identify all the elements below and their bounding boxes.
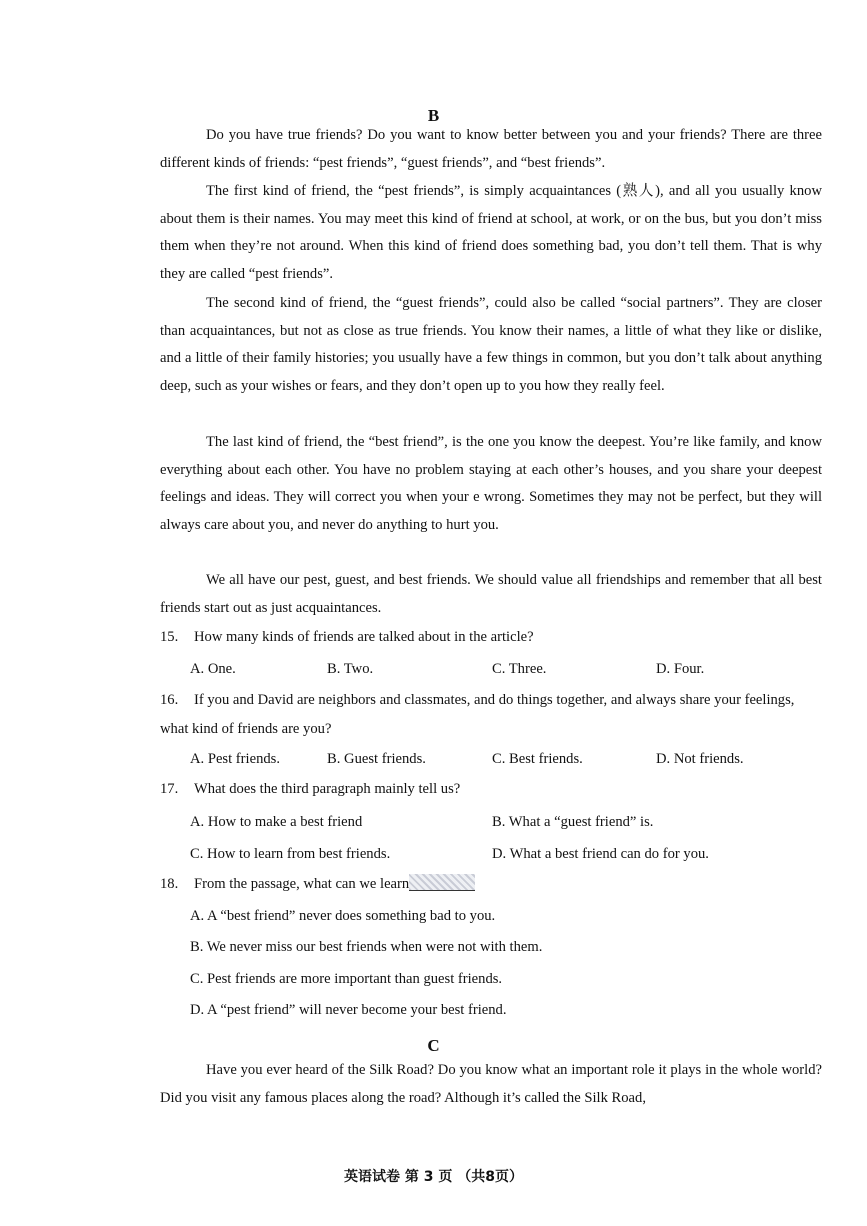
question-number: 16. <box>160 692 179 708</box>
q16-option-d: D. Not friends. <box>656 751 744 767</box>
question-number: 18. <box>160 876 179 892</box>
q17-option-b: B. What a “guest friend” is. <box>492 814 654 830</box>
question-18 <box>160 870 822 899</box>
passage-b-paragraph-1: Do you have true friends? Do you want to know better between you and your friends? There are three different kinds of friends: “pest friends”, “guest friends”, and “best friends”. <box>160 127 822 171</box>
section-b-heading: B <box>427 106 440 125</box>
question-text: From the passage, what can we learn <box>194 876 410 892</box>
question-15 <box>160 623 822 652</box>
passage-b-paragraph-2: The first kind of friend, the “pest friends”, is simply acquaintances (熟人), and all you usually know about them is their names. You may meet this kind of friend at school, at work, or on the bus, but you don’t miss them when they’re not around. When this kind of friend does something bad, you don’t tell them. That is why they are called “pest friends”. <box>160 183 822 282</box>
question-17 <box>160 775 822 804</box>
q16-option-b: B. Guest friends. <box>327 751 426 767</box>
question-16 <box>160 686 822 744</box>
passage-b-paragraph-5: We all have our pest, guest, and best friends. We should value all friendships and remember that all best friends start out as just acquaintances. <box>160 572 822 616</box>
page-footer: 英语试卷 第 3 页 （共8页） <box>344 1169 523 1185</box>
q16-option-c: C. Best friends. <box>492 751 583 767</box>
q18-option-c: C. Pest friends are more important than guest friends. <box>190 971 503 987</box>
q17-option-d: D. What a best friend can do for you. <box>492 846 709 862</box>
q17-option-a: A. How to make a best friend <box>190 814 363 830</box>
question-text: How many kinds of friends are talked about in the article? <box>194 629 534 645</box>
q18-option-d: D. A “pest friend” will never become your best friend. <box>190 1002 507 1018</box>
question-number: 15. <box>160 629 179 645</box>
q16-option-a: A. Pest friends. <box>190 751 280 767</box>
passage-c-paragraph-1: Have you ever heard of the Silk Road? Do you know what an important role it plays in the whole world? Did you visit any famous places along the road? Although it’s called the Silk Road, <box>160 1062 822 1106</box>
passage-b-paragraph-4: The last kind of friend, the “best friend”, is the one you know the deepest. You’re like family, and know everything about each other. You have no problem staying at each other’s houses, and you share your deepest feelings and ideas. They will correct you when your e wrong. Sometimes they may not be perfect, but they will always care about you, and never do anything to hurt you. <box>160 434 822 533</box>
q15-option-b: B. Two. <box>327 661 374 677</box>
question-text: If you and David are neighbors and classmates, and do things together, and always share your feelings, what kind of friends are you? <box>160 692 795 737</box>
q15-option-c: C. Three. <box>492 661 547 677</box>
q17-option-c: C. How to learn from best friends. <box>190 846 391 862</box>
answer-blank <box>409 874 475 891</box>
question-text: What does the third paragraph mainly tell us? <box>194 781 461 797</box>
q15-option-a: A. One. <box>190 661 236 677</box>
passage-b-paragraph-3: The second kind of friend, the “guest friends”, could also be called “social partners”. They are closer than acquaintances, but not as close as true friends. You know their names, a little of what they like or dislike, and a little of their family histories; you usually have a few things in common, but you don’t talk about anything deep, such as your wishes or fears, and they don’t open up to you how they really feel. <box>160 295 822 394</box>
q18-option-a: A. A “best friend” never does something bad to you. <box>190 908 496 924</box>
section-c-heading: C <box>427 1036 440 1055</box>
question-number: 17. <box>160 781 179 797</box>
q18-option-b: B. We never miss our best friends when were not with them. <box>190 939 543 955</box>
q15-option-d: D. Four. <box>656 661 705 677</box>
